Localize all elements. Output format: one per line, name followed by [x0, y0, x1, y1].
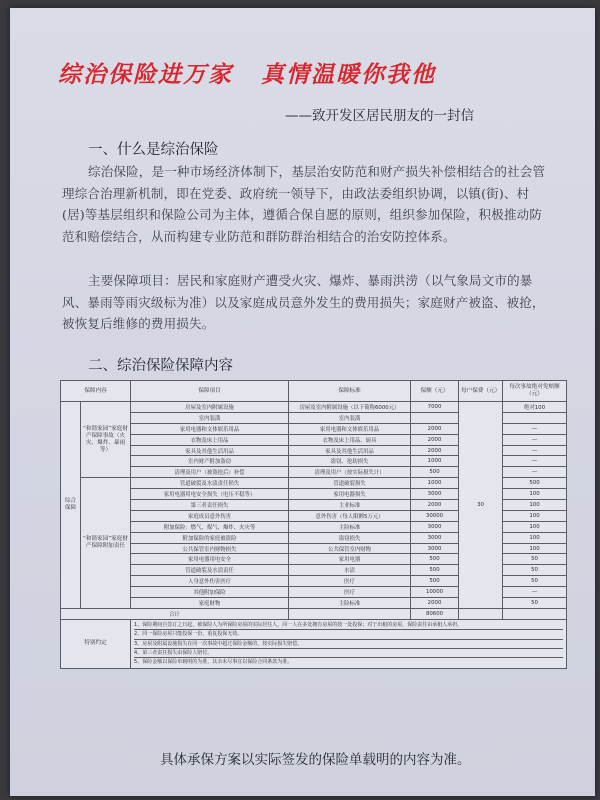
special-terms-notes: [131, 619, 567, 668]
special-term-item: 2、同一保险房屋只能投保一份，重复投保无效。: [134, 630, 563, 639]
cell-amount: 3000: [411, 532, 459, 543]
cell-deductible: 100: [503, 521, 567, 532]
table-row: [61, 402, 567, 413]
cell-deductible: —: [503, 434, 567, 445]
cell-deductible: 50: [503, 598, 567, 609]
cell-amount: 500: [411, 554, 459, 565]
cell-standard: 室内装潢: [289, 412, 411, 423]
cell-deductible: [503, 412, 567, 423]
cell-standard: 盗窃、抢劫损失: [289, 456, 411, 467]
cell-amount: 30000: [411, 510, 459, 521]
cell-item: 室内装潢: [131, 412, 289, 423]
cell-standard: 盗窃损失: [289, 532, 411, 543]
group1-label: “和谐家园”家庭财产保障事故（火灾、爆炸、暴雨等）: [81, 402, 131, 478]
cell-standard: 医疗: [289, 587, 411, 598]
cell-deductible: —: [503, 587, 567, 598]
footer-note: 具体承保方案以实际签发的保险单载明的内容为准。: [160, 752, 471, 768]
special-terms-label: 特别约定: [61, 619, 131, 668]
header-deductible: 每次事故绝对免赔额（元）: [503, 381, 567, 402]
cell-standard: 家用电器和文体娱乐用品: [289, 423, 411, 434]
cell-deductible: —: [503, 423, 567, 434]
cell-item: 附加保险：燃气、煤气、爆炸、火灾等: [131, 521, 289, 532]
cell-item: 第三者责任损失: [131, 500, 289, 511]
cell-amount: 10000: [411, 587, 459, 598]
header-content: 保障内容: [61, 381, 131, 402]
outer-group-label: 综合保障: [61, 402, 81, 609]
cell-amount: 3000: [411, 489, 459, 500]
section1-paragraph2: 主要保障项目：居民和家庭财产遭受火灾、爆炸、暴雨洪涝（以气象局文市的暴风、暴雨等雨灾级标为准）以及家庭成员意外发生的费用损失；家庭财产被盗、被抢，被恢复后维修的费用损失。: [62, 273, 545, 331]
cell-amount: 500: [411, 467, 459, 478]
table-body: [61, 402, 567, 669]
cell-deductible: —: [503, 456, 567, 467]
cell-amount: 1000: [411, 478, 459, 489]
headline-part1: 综治保险进万家: [58, 61, 233, 88]
total-label: 合计: [61, 608, 289, 619]
cell-standard: 清理及用户（按实际损失计）: [289, 467, 411, 478]
special-term-item: 4、第三者责任损失由保险人赔付。: [134, 649, 563, 658]
cell-standard: 公共保管室内财物: [289, 543, 411, 554]
special-term-item: 1、保险期间自签订之日起，被保险人为所保险房屋的实际居住人，同一人在多处拥有房屋的按一处投保；对于出租的房屋，保险责任由承租人承担。: [134, 621, 563, 630]
cell-standard: 家用电器损失: [289, 489, 411, 500]
cell-amount: 2000: [411, 434, 459, 445]
headline-part2: 真情温暖你我他: [261, 61, 436, 88]
section1-heading: 一、什么是综治保险: [88, 142, 219, 158]
cell-standard: 主险标准: [289, 521, 411, 532]
cell-standard: 管道破裂损失: [289, 478, 411, 489]
cell-standard: 家具及其他生活用品: [289, 445, 411, 456]
cell-deductible: 50: [503, 576, 567, 587]
cell-deductible: 50: [503, 565, 567, 576]
cell-deductible: 100: [503, 500, 567, 511]
table-total-row: [61, 608, 567, 619]
headline: [58, 56, 558, 89]
header-item: 保障项目: [131, 381, 289, 402]
cell-amount: 3000: [411, 521, 459, 532]
cell-amount: 500: [411, 565, 459, 576]
cell-item: 管道破裂及水渍责任损失: [131, 478, 289, 489]
cell-amount: 2000: [411, 598, 459, 609]
table-header-row: [61, 381, 567, 402]
cell-item: 人身意外伤害医疗: [131, 576, 289, 587]
cell-standard: 家用电器: [289, 554, 411, 565]
section2-heading: 二、综治保险保障内容: [88, 358, 233, 374]
cell-standard: 水渍: [289, 565, 411, 576]
cell-standard: 主业标准: [289, 500, 411, 511]
cell-deductible: 100: [503, 543, 567, 554]
cell-deductible: —: [503, 445, 567, 456]
cell-item: 家用电器和文体娱乐用品: [131, 423, 289, 434]
cell-item: 附加保险的家庭被盗险: [131, 532, 289, 543]
cell-amount: 1000: [411, 456, 459, 467]
cell-item: 家庭成员意外伤害: [131, 510, 289, 521]
cell-amount: 3000: [411, 543, 459, 554]
guarantee-table: [60, 380, 567, 669]
cell-item: 衣物及床上用品: [131, 434, 289, 445]
cell-item: 室内财产附加盗窃: [131, 456, 289, 467]
group2-label: “和谐家园”家庭财产保障附加责任: [81, 478, 131, 609]
cell-amount: 2000: [411, 423, 459, 434]
cell-premium: 30: [459, 402, 503, 609]
subtitle: ——致开发区居民朋友的一封信: [285, 108, 474, 124]
header-amount: 保额（元）: [411, 381, 459, 402]
cell-amount: 2000: [411, 500, 459, 511]
cell-item: 房屋及室内附属设施: [131, 402, 289, 413]
cell-standard: 主险标准: [289, 598, 411, 609]
cell-standard: 医疗: [289, 576, 411, 587]
cell-amount: [411, 412, 459, 423]
section1-paragraph1: 综治保险，是一种市场经济体制下，基层治安防范和财产损失补偿相结合的社会管理综合治理新机制，即在党委、政府统一领导下，由政法委组织协调，以镇(街)、村(居)等基层组织和保险公司为主体，遵循合保自愿的原则，组织参加保险，积极推动防范和赔偿结合，从而构建专业防范和群防群治相结合的治安防控体系。: [62, 164, 546, 244]
cell-deductible: 500: [503, 478, 567, 489]
special-term-item: 5、保险金额以保险单载明的为准，其余未尽事宜以保险合同条款为准。: [134, 659, 293, 666]
cell-amount: 500: [411, 576, 459, 587]
header-premium: 每户保费（元）: [459, 381, 503, 402]
cell-item: 家用电器用电安全: [131, 554, 289, 565]
special-terms-row: [61, 619, 567, 668]
cell-standard: 房屋及室内附属设施（以下简称6000元）: [289, 402, 411, 413]
letter-paper: [10, 8, 595, 796]
cell-standard: 意外伤害（每人限额5万元）: [289, 510, 411, 521]
total-value: 80600: [411, 608, 459, 619]
header-standard: 保障标准: [289, 381, 411, 402]
cell-deductible: 100: [503, 510, 567, 521]
cell-deductible: 100: [503, 489, 567, 500]
cell-item: 家用电器用电安全损失（电压不稳等）: [131, 489, 289, 500]
cell-amount: 7000: [411, 402, 459, 413]
cell-deductible: 100: [503, 532, 567, 543]
cell-item: 其他附加保险: [131, 587, 289, 598]
cell-standard: 衣物及床上用品、厨具: [289, 434, 411, 445]
cell-item: 家具及其他生活用品: [131, 445, 289, 456]
cell-deductible: —: [503, 467, 567, 478]
cell-deductible: 绝对100: [503, 402, 567, 413]
cell-deductible: 50: [503, 554, 567, 565]
cell-item: 管道破裂及水渍责任: [131, 565, 289, 576]
cell-item: 公共保管室内财物损失: [131, 543, 289, 554]
cell-item: 清理及用户（被盗抢后）补偿: [131, 467, 289, 478]
special-term-item: 3、房屋及附属设施损失在同一次事故中超过保险金额的，按实际损失赔偿。: [134, 640, 563, 649]
cell-item: 家庭财物: [131, 598, 289, 609]
cell-amount: 2000: [411, 445, 459, 456]
